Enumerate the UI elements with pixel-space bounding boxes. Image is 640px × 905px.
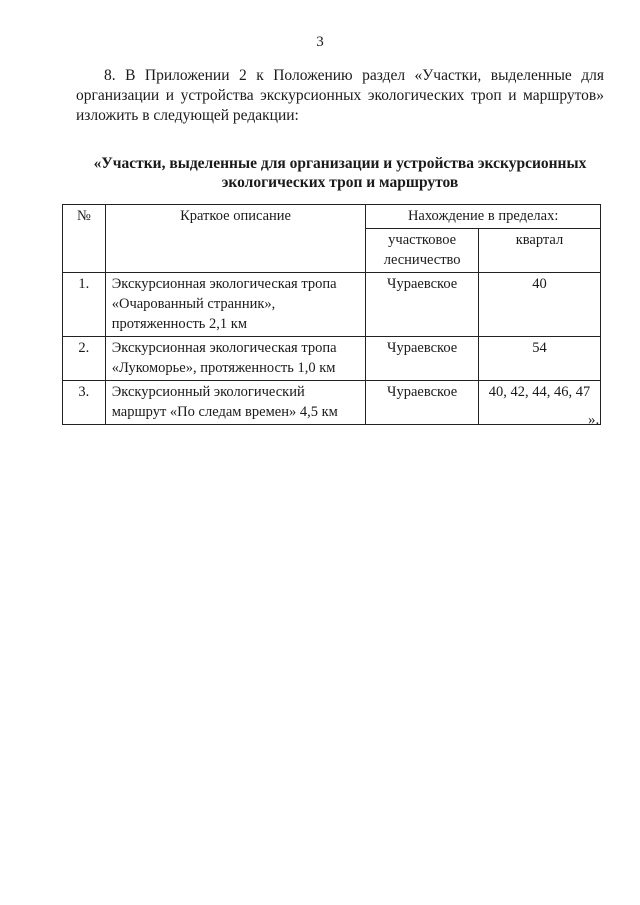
section-heading (76, 154, 604, 192)
header-number: № (63, 205, 106, 273)
header-description: Краткое описание (105, 205, 366, 273)
header-location: Нахождение в пределах: (366, 205, 601, 229)
row-quarter: 40, 42, 44, 46, 47 (478, 381, 600, 425)
row-forestry: Чураевское (366, 337, 479, 381)
table-row (63, 337, 601, 381)
table-header-row (63, 205, 601, 229)
routes-table (62, 204, 601, 425)
row-quarter: 54 (478, 337, 600, 381)
row-forestry: Чураевское (366, 381, 479, 425)
header-forestry: участковое лесничество (366, 229, 479, 273)
page-number: 3 (316, 34, 324, 50)
row-description: Экскурсионная экологическая тропа «Очарованный странник», протяженность 2,1 км (105, 273, 366, 337)
row-number: 3. (63, 381, 106, 425)
row-description: Экскурсионный экологический маршрут «По следам времен» 4,5 км (105, 381, 366, 425)
row-description: Экскурсионная экологическая тропа «Лукоморье», протяженность 1,0 км (105, 337, 366, 381)
heading-line-2: экологических троп и маршрутов (221, 174, 459, 191)
closing-quote: ». (588, 412, 600, 428)
row-quarter: 40 (478, 273, 600, 337)
intro-paragraph: 8. В Приложении 2 к Положению раздел «Участки, выделенные для организации и устройства экскурсионных экологических троп и маршрутов» изложить в следующей редакции: (76, 67, 604, 124)
intro-section (76, 66, 604, 126)
table-row (63, 381, 601, 425)
row-number: 1. (63, 273, 106, 337)
header-quarter: квартал (478, 229, 600, 273)
heading-line-1: «Участки, выделенные для организации и устройства экскурсионных (93, 155, 587, 172)
row-number: 2. (63, 337, 106, 381)
table-row (63, 273, 601, 337)
row-forestry: Чураевское (366, 273, 479, 337)
